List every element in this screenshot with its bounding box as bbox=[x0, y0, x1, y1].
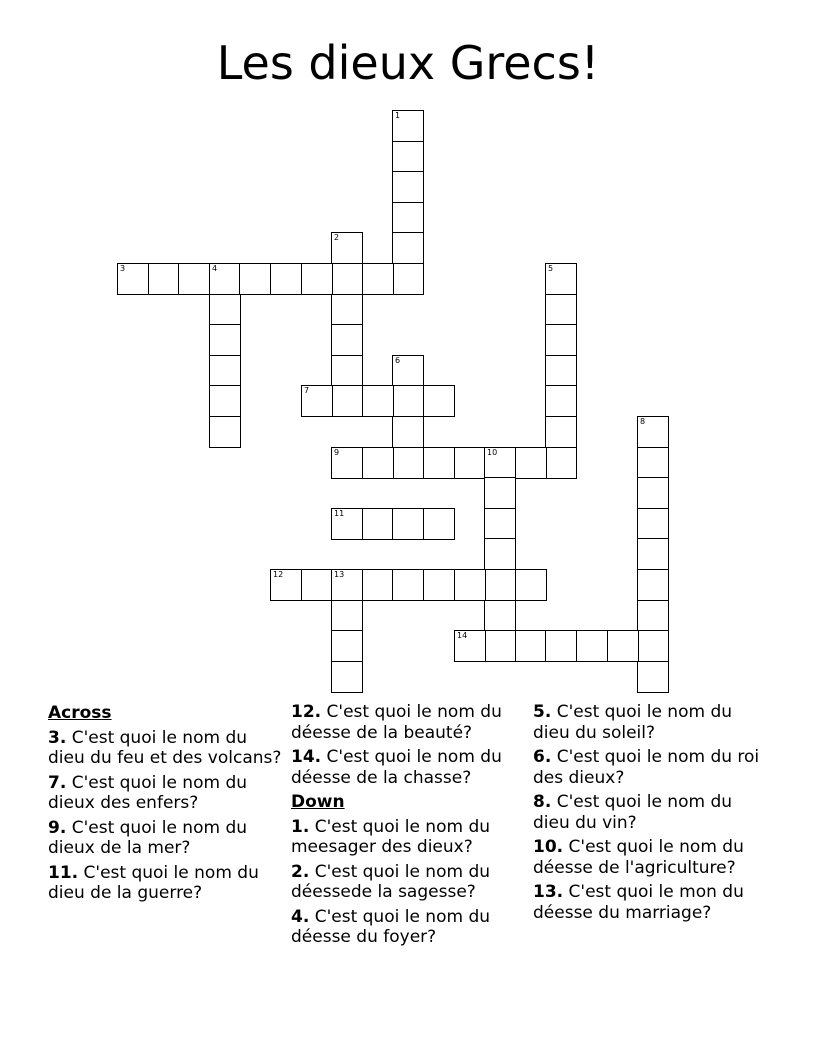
grid-cell[interactable] bbox=[362, 508, 394, 540]
grid-cell[interactable] bbox=[331, 447, 363, 479]
grid-cell[interactable] bbox=[392, 447, 424, 479]
grid-cell[interactable] bbox=[545, 630, 577, 662]
clue-down-10: 10. C'est quoi le nom du déesse de l'agriculture? bbox=[533, 837, 744, 878]
clue-number: 9 bbox=[334, 448, 340, 457]
grid-cell[interactable] bbox=[545, 385, 577, 417]
grid-cell[interactable] bbox=[392, 232, 424, 264]
grid-cell[interactable] bbox=[484, 569, 516, 601]
clue-number: 12 bbox=[273, 570, 284, 579]
grid-cell[interactable] bbox=[301, 569, 333, 601]
grid-cell[interactable] bbox=[209, 263, 241, 295]
grid-cell[interactable] bbox=[362, 569, 394, 601]
grid-cell[interactable] bbox=[637, 538, 669, 570]
clue-number: 5 bbox=[548, 264, 554, 273]
grid-cell[interactable] bbox=[392, 355, 424, 387]
grid-cell[interactable] bbox=[331, 630, 363, 662]
grid-cell[interactable] bbox=[392, 171, 424, 203]
grid-cell[interactable] bbox=[423, 447, 455, 479]
grid-cell[interactable] bbox=[484, 508, 516, 540]
clue-across-3: 3. C'est quoi le nom du dieu du feu et des volcans? bbox=[48, 727, 282, 768]
grid-cell[interactable] bbox=[637, 661, 669, 693]
clue-number: 14 bbox=[457, 631, 468, 640]
grid-cell[interactable] bbox=[484, 630, 516, 662]
grid-cell[interactable] bbox=[515, 630, 547, 662]
grid-cell[interactable] bbox=[301, 385, 333, 417]
grid-cell[interactable] bbox=[423, 569, 455, 601]
grid-cell[interactable] bbox=[331, 263, 363, 295]
clue-number: 4 bbox=[212, 264, 218, 273]
grid-cell[interactable] bbox=[637, 600, 669, 632]
clue-number: 7 bbox=[304, 386, 310, 395]
grid-cell[interactable] bbox=[637, 416, 669, 448]
grid-cell[interactable] bbox=[331, 385, 363, 417]
grid-cell[interactable] bbox=[637, 569, 669, 601]
grid-cell[interactable] bbox=[392, 508, 424, 540]
clue-down-8: 8. C'est quoi le nom du dieu du vin? bbox=[533, 792, 733, 833]
grid-cell[interactable] bbox=[545, 263, 577, 295]
clues-column-2 bbox=[291, 702, 531, 952]
grid-cell[interactable] bbox=[362, 385, 394, 417]
grid-cell[interactable] bbox=[392, 110, 424, 142]
clue-number: 10 bbox=[487, 448, 498, 457]
down-heading: Down bbox=[291, 792, 345, 812]
across-heading: Across bbox=[48, 703, 112, 723]
grid-cell[interactable] bbox=[484, 447, 516, 479]
clue-across-7: 7. C'est quoi le nom du dieux des enfers? bbox=[48, 772, 248, 813]
grid-cell[interactable] bbox=[148, 263, 180, 295]
grid-cell[interactable] bbox=[392, 569, 424, 601]
grid-cell[interactable] bbox=[392, 141, 424, 173]
grid-cell[interactable] bbox=[331, 355, 363, 387]
clue-down-5: 5. C'est quoi le nom du dieu du soleil? bbox=[533, 702, 733, 743]
grid-cell[interactable] bbox=[331, 661, 363, 693]
grid-cell[interactable] bbox=[392, 385, 424, 417]
grid-cell[interactable] bbox=[545, 294, 577, 326]
grid-cell[interactable] bbox=[270, 569, 302, 601]
grid-cell[interactable] bbox=[362, 263, 394, 295]
grid-cell[interactable] bbox=[331, 232, 363, 264]
clues-column-3 bbox=[533, 702, 773, 927]
grid-cell[interactable] bbox=[331, 508, 363, 540]
grid-cell[interactable] bbox=[484, 538, 516, 570]
grid-cell[interactable] bbox=[423, 385, 455, 417]
grid-cell[interactable] bbox=[331, 294, 363, 326]
grid-cell[interactable] bbox=[423, 508, 455, 540]
clue-down-6: 6. C'est quoi le nom du roi des dieux? bbox=[533, 747, 760, 788]
clue-number: 2 bbox=[334, 233, 340, 242]
grid-cell[interactable] bbox=[239, 263, 271, 295]
clue-number: 6 bbox=[395, 356, 401, 365]
grid-cell[interactable] bbox=[576, 630, 608, 662]
grid-cell[interactable] bbox=[209, 294, 241, 326]
grid-cell[interactable] bbox=[301, 263, 333, 295]
grid-cell[interactable] bbox=[270, 263, 302, 295]
grid-cell[interactable] bbox=[637, 447, 669, 479]
clue-down-4: 4. C'est quoi le nom du déesse du foyer? bbox=[291, 906, 491, 947]
grid-cell[interactable] bbox=[178, 263, 210, 295]
clue-across-12: 12. C'est quoi le nom du déesse de la beauté? bbox=[291, 702, 502, 743]
grid-cell[interactable] bbox=[607, 630, 639, 662]
grid-cell[interactable] bbox=[362, 447, 394, 479]
grid-cell[interactable] bbox=[392, 202, 424, 234]
grid-cell[interactable] bbox=[209, 324, 241, 356]
grid-cell[interactable] bbox=[117, 263, 149, 295]
clues-column-1 bbox=[48, 702, 288, 908]
clue-number: 1 bbox=[395, 111, 401, 120]
grid-cell[interactable] bbox=[331, 324, 363, 356]
grid-cell[interactable] bbox=[392, 416, 424, 448]
page-title: Les dieux Grecs! bbox=[216, 36, 600, 90]
grid-cell[interactable] bbox=[209, 385, 241, 417]
clue-number: 11 bbox=[334, 509, 345, 518]
grid-cell[interactable] bbox=[209, 355, 241, 387]
clue-down-2: 2. C'est quoi le nom du déessede la sagesse? bbox=[291, 861, 491, 902]
grid-cell[interactable] bbox=[545, 355, 577, 387]
clue-across-11: 11. C'est quoi le nom du dieu de la guerre? bbox=[48, 862, 259, 903]
grid-cell[interactable] bbox=[454, 630, 486, 662]
grid-cell[interactable] bbox=[392, 263, 424, 295]
grid-cell[interactable] bbox=[331, 569, 363, 601]
grid-cell[interactable] bbox=[515, 447, 547, 479]
grid-cell[interactable] bbox=[545, 324, 577, 356]
grid-cell[interactable] bbox=[637, 630, 669, 662]
clue-down-13: 13. C'est quoi le mon du déesse du marriage? bbox=[533, 882, 744, 923]
clue-number: 3 bbox=[120, 264, 126, 273]
grid-cell[interactable] bbox=[637, 477, 669, 509]
clue-across-14: 14. C'est quoi le nom du déesse de la chasse? bbox=[291, 747, 502, 788]
grid-cell[interactable] bbox=[454, 569, 486, 601]
grid-cell[interactable] bbox=[515, 569, 547, 601]
grid-cell[interactable] bbox=[484, 477, 516, 509]
grid-cell[interactable] bbox=[454, 447, 486, 479]
grid-cell[interactable] bbox=[331, 600, 363, 632]
grid-cell[interactable] bbox=[637, 508, 669, 540]
grid-cell[interactable] bbox=[209, 416, 241, 448]
grid-cell[interactable] bbox=[545, 447, 577, 479]
grid-cell[interactable] bbox=[484, 600, 516, 632]
clue-number: 13 bbox=[334, 570, 345, 579]
clue-down-1: 1. C'est quoi le nom du meesager des dieux? bbox=[291, 816, 491, 857]
grid-cell[interactable] bbox=[545, 416, 577, 448]
clue-across-9: 9. C'est quoi le nom du dieux de la mer? bbox=[48, 817, 248, 858]
clue-number: 8 bbox=[640, 417, 646, 426]
